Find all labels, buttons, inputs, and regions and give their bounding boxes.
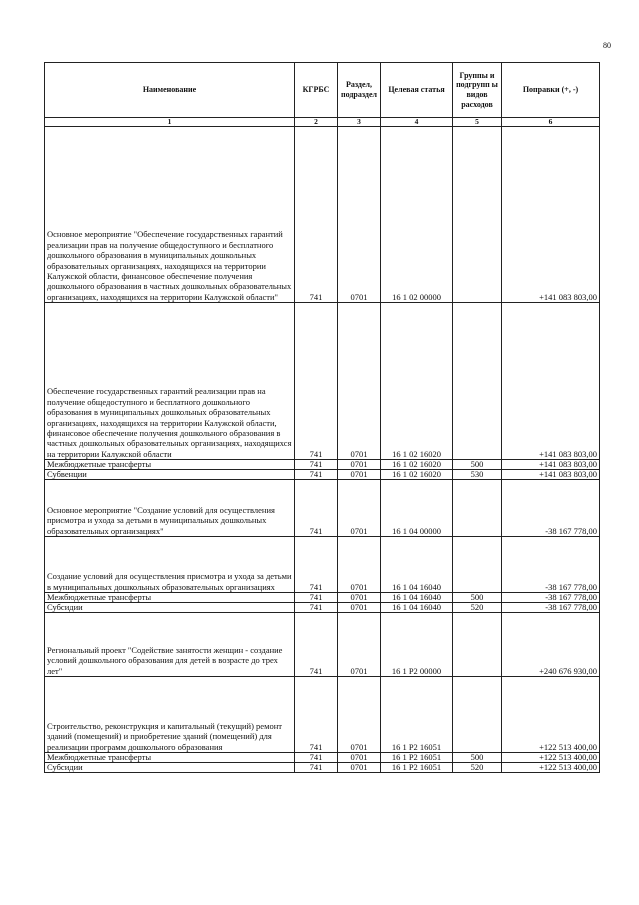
row-kgrbs: 741 — [295, 537, 338, 593]
row-group — [453, 613, 502, 677]
row-article: 16 1 P2 16051 — [381, 753, 453, 763]
row-amount: +240 676 930,00 — [502, 613, 600, 677]
row-article: 16 1 02 16020 — [381, 470, 453, 480]
row-kgrbs: 741 — [295, 127, 338, 303]
row-name: Строительство, реконструкция и капитальный (текущий) ремонт зданий (помещений) и приобретение зданий (помещений) для реализации программ дошкольного образования — [45, 677, 295, 753]
header-name: Наименование — [45, 63, 295, 118]
row-amount: +141 083 803,00 — [502, 303, 600, 460]
col-number: 3 — [338, 118, 381, 127]
table-row — [45, 303, 600, 460]
row-name: Субсидии — [45, 763, 295, 773]
row-name: Основное мероприятие "Создание условий для осуществления присмотра и ухода за детьми в муниципальных дошкольных образовательных организациях" — [45, 480, 295, 537]
col-number: 2 — [295, 118, 338, 127]
table-row — [45, 593, 600, 603]
row-name: Создание условий для осуществления присмотра и ухода за детьми в муниципальных дошкольных образовательных организациях — [45, 537, 295, 593]
table-row — [45, 603, 600, 613]
row-group — [453, 480, 502, 537]
row-name: Межбюджетные трансферты — [45, 593, 295, 603]
row-amount: +141 083 803,00 — [502, 470, 600, 480]
table-row — [45, 537, 600, 593]
row-group: 500 — [453, 460, 502, 470]
row-kgrbs: 741 — [295, 763, 338, 773]
table-row — [45, 460, 600, 470]
row-section: 0701 — [338, 480, 381, 537]
row-amount: -38 167 778,00 — [502, 537, 600, 593]
row-group: 500 — [453, 593, 502, 603]
row-section: 0701 — [338, 127, 381, 303]
table-row — [45, 127, 600, 303]
table-row — [45, 470, 600, 480]
column-number-row — [45, 118, 600, 127]
row-kgrbs: 741 — [295, 753, 338, 763]
row-section: 0701 — [338, 303, 381, 460]
row-article: 16 1 04 16040 — [381, 593, 453, 603]
row-group — [453, 127, 502, 303]
table-row — [45, 480, 600, 537]
row-name: Субсидии — [45, 603, 295, 613]
row-name: Основное мероприятие "Обеспечение государственных гарантий реализации прав на получение общедоступного и бесплатного дошкольного образования в муниципальных дошкольных образовательных организациях, находящихся на территории Калужской области, финансовое обеспечение получения дошкольного образования в частных дошкольных образовательных организациях, находящихся на территории Калужской области" — [45, 127, 295, 303]
row-name: Обеспечение государственных гарантий реализации прав на получение общедоступного и бесплатного дошкольного образования в муниципальных дошкольных образовательных организациях, находящихся на территории Калужской области, финансовое обеспечение получения дошкольного образования в частных дошкольных образовательных организациях, находящихся на территории Калужской области — [45, 303, 295, 460]
header-article: Целевая статья — [381, 63, 453, 118]
row-section: 0701 — [338, 677, 381, 753]
row-amount: +122 513 400,00 — [502, 753, 600, 763]
row-amount: -38 167 778,00 — [502, 603, 600, 613]
row-kgrbs: 741 — [295, 603, 338, 613]
row-group: 520 — [453, 763, 502, 773]
header-kgrbs: КГРБС — [295, 63, 338, 118]
row-section: 0701 — [338, 593, 381, 603]
table-row — [45, 613, 600, 677]
col-number: 5 — [453, 118, 502, 127]
row-group: 530 — [453, 470, 502, 480]
row-section: 0701 — [338, 460, 381, 470]
row-article: 16 1 04 16040 — [381, 603, 453, 613]
row-article: 16 1 02 00000 — [381, 127, 453, 303]
row-kgrbs: 741 — [295, 613, 338, 677]
row-section: 0701 — [338, 603, 381, 613]
row-group — [453, 537, 502, 593]
row-article: 16 1 04 16040 — [381, 537, 453, 593]
page-number: 80 — [603, 41, 611, 50]
row-section: 0701 — [338, 763, 381, 773]
row-group — [453, 677, 502, 753]
row-kgrbs: 741 — [295, 460, 338, 470]
row-group: 500 — [453, 753, 502, 763]
row-name: Межбюджетные трансферты — [45, 460, 295, 470]
row-section: 0701 — [338, 537, 381, 593]
row-section: 0701 — [338, 753, 381, 763]
table-row — [45, 763, 600, 773]
row-kgrbs: 741 — [295, 303, 338, 460]
header-section: Раздел, подраздел — [338, 63, 381, 118]
row-group — [453, 303, 502, 460]
row-group: 520 — [453, 603, 502, 613]
row-article: 16 1 P2 16051 — [381, 763, 453, 773]
row-kgrbs: 741 — [295, 593, 338, 603]
row-kgrbs: 741 — [295, 470, 338, 480]
row-article: 16 1 02 16020 — [381, 303, 453, 460]
row-name: Субвенции — [45, 470, 295, 480]
row-article: 16 1 04 00000 — [381, 480, 453, 537]
col-number: 4 — [381, 118, 453, 127]
table-row — [45, 677, 600, 753]
header-row — [45, 63, 600, 118]
row-article: 16 1 P2 16051 — [381, 677, 453, 753]
row-amount: -38 167 778,00 — [502, 593, 600, 603]
col-number: 1 — [45, 118, 295, 127]
row-amount: +122 513 400,00 — [502, 763, 600, 773]
row-article: 16 1 02 16020 — [381, 460, 453, 470]
row-section: 0701 — [338, 613, 381, 677]
row-name: Региональный проект "Содействие занятости женщин - создание условий дошкольного образования для детей в возрасте до трех лет" — [45, 613, 295, 677]
row-kgrbs: 741 — [295, 480, 338, 537]
header-group: Группы и подгрупп ы видов расходов — [453, 63, 502, 118]
row-amount: +122 513 400,00 — [502, 677, 600, 753]
row-article: 16 1 P2 00000 — [381, 613, 453, 677]
table-row — [45, 753, 600, 763]
row-amount: +141 083 803,00 — [502, 127, 600, 303]
row-amount: +141 083 803,00 — [502, 460, 600, 470]
header-amount: Поправки (+, -) — [502, 63, 600, 118]
row-kgrbs: 741 — [295, 677, 338, 753]
budget-amendments-table — [44, 62, 600, 773]
row-name: Межбюджетные трансферты — [45, 753, 295, 763]
col-number: 6 — [502, 118, 600, 127]
row-amount: -38 167 778,00 — [502, 480, 600, 537]
row-section: 0701 — [338, 470, 381, 480]
